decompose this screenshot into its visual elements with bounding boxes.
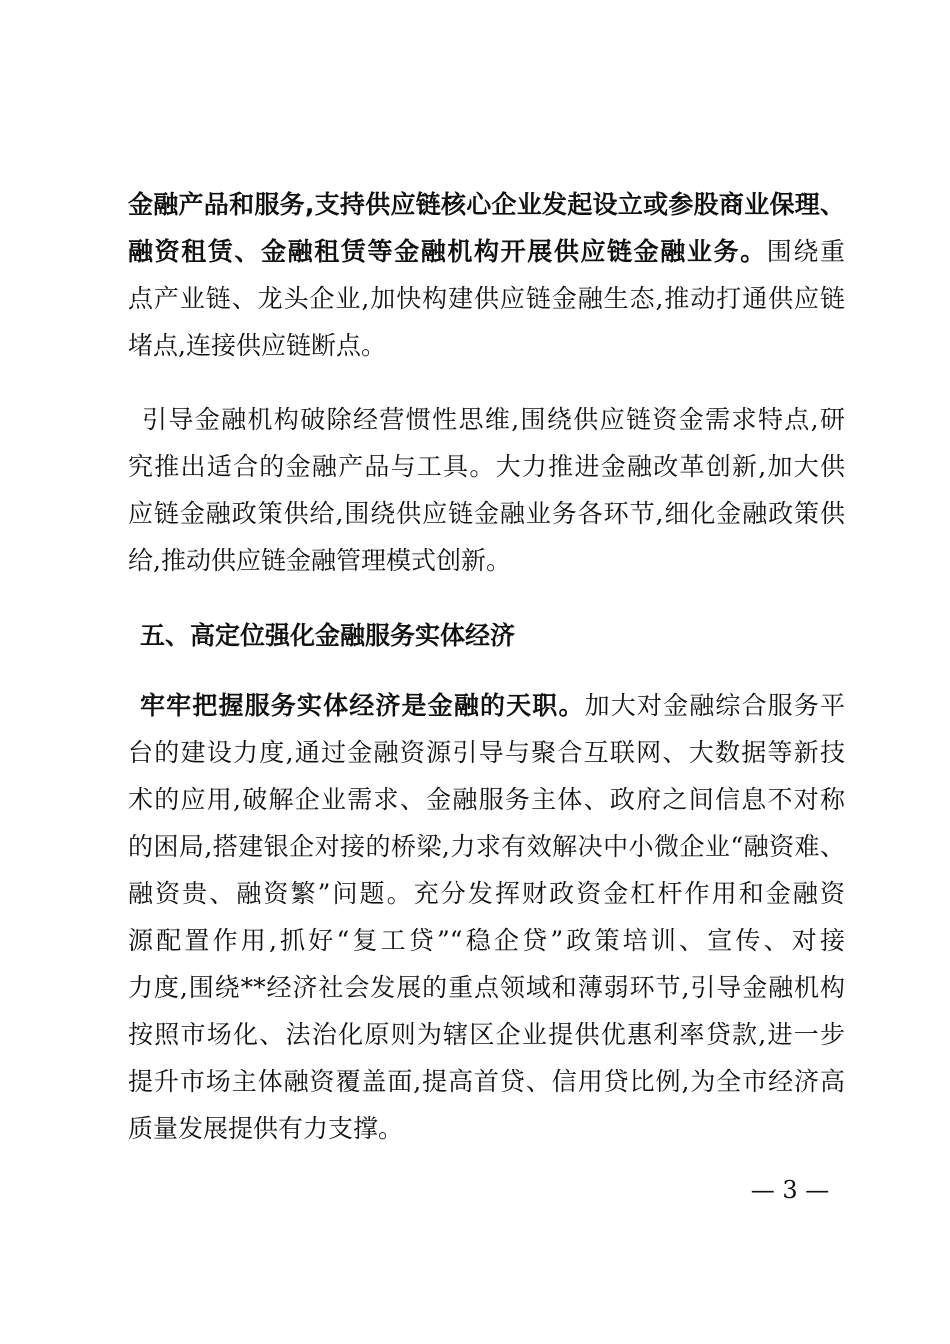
paragraph-line bbox=[128, 1011, 845, 1058]
text: 围绕重 bbox=[766, 237, 845, 266]
paragraph-line bbox=[128, 964, 845, 1011]
text: 堵点,连接供应链断点。 bbox=[128, 331, 386, 360]
text: 源配置作用,抓好“复工贷”“稳企贷”政策培训、宣传、对接 bbox=[128, 926, 845, 955]
bold-text: 融资租赁、金融租赁等金融机构开展供应链金融业务。 bbox=[128, 237, 767, 266]
page-number: — 3 — bbox=[750, 1176, 830, 1204]
paragraph-line bbox=[128, 776, 845, 823]
bold-text: 金融产品和服务,支持供应链核心企业发起设立或参股商业保理、 bbox=[128, 190, 845, 219]
paragraph-line bbox=[128, 490, 845, 537]
bold-text: 牢牢把握服务实体经济是金融的天职。 bbox=[140, 691, 585, 720]
text: 按照市场化、法治化原则为辖区企业提供优惠利率贷款,进一步 bbox=[128, 1020, 845, 1049]
paragraph-line bbox=[142, 396, 845, 443]
paragraph-line bbox=[128, 275, 845, 322]
text: 术的应用,破解企业需求、金融服务主体、政府之间信息不对称 bbox=[128, 785, 845, 814]
text: 力度,围绕**经济社会发展的重点领域和薄弱环节,引导金融机构 bbox=[128, 973, 845, 1002]
paragraph-line bbox=[128, 1058, 845, 1105]
paragraph-line bbox=[128, 228, 845, 275]
text: 融资贵、融资繁”问题。充分发挥财政资金杠杆作用和金融资 bbox=[128, 879, 845, 908]
paragraph-line bbox=[140, 682, 845, 729]
text: 应链金融政策供给,围绕供应链金融业务各环节,细化金融政策供 bbox=[128, 499, 845, 528]
text: 给,推动供应链金融管理模式创新。 bbox=[128, 546, 511, 575]
text: 质量发展提供有力支撑。 bbox=[128, 1114, 404, 1143]
text: 提升市场主体融资覆盖面,提高首贷、信用贷比例,为全市经济高 bbox=[128, 1067, 845, 1096]
paragraph-line bbox=[128, 443, 845, 490]
paragraph-line bbox=[128, 917, 845, 964]
paragraph-line bbox=[128, 729, 845, 776]
paragraph-line bbox=[128, 537, 845, 584]
section-heading: 五、高定位强化金融服务实体经济 bbox=[140, 621, 516, 650]
text: 点产业链、龙头企业,加快构建供应链金融生态,推动打通供应链 bbox=[128, 284, 845, 313]
paragraph-line bbox=[128, 322, 845, 369]
paragraph-line bbox=[128, 870, 845, 917]
paragraph-line bbox=[128, 181, 845, 228]
paragraph-line bbox=[128, 1105, 845, 1152]
text: 加大对金融综合服务平 bbox=[584, 691, 845, 720]
paragraph-line bbox=[128, 823, 845, 870]
text: 的困局,搭建银企对接的桥梁,力求有效解决中小微企业“融资难、 bbox=[128, 832, 845, 861]
text: 引导金融机构破除经营惯性思维,围绕供应链资金需求特点,研 bbox=[142, 405, 845, 434]
text: 究推出适合的金融产品与工具。大力推进金融改革创新,加大供 bbox=[128, 452, 845, 481]
text: 台的建设力度,通过金融资源引导与聚合互联网、大数据等新技 bbox=[128, 738, 845, 767]
